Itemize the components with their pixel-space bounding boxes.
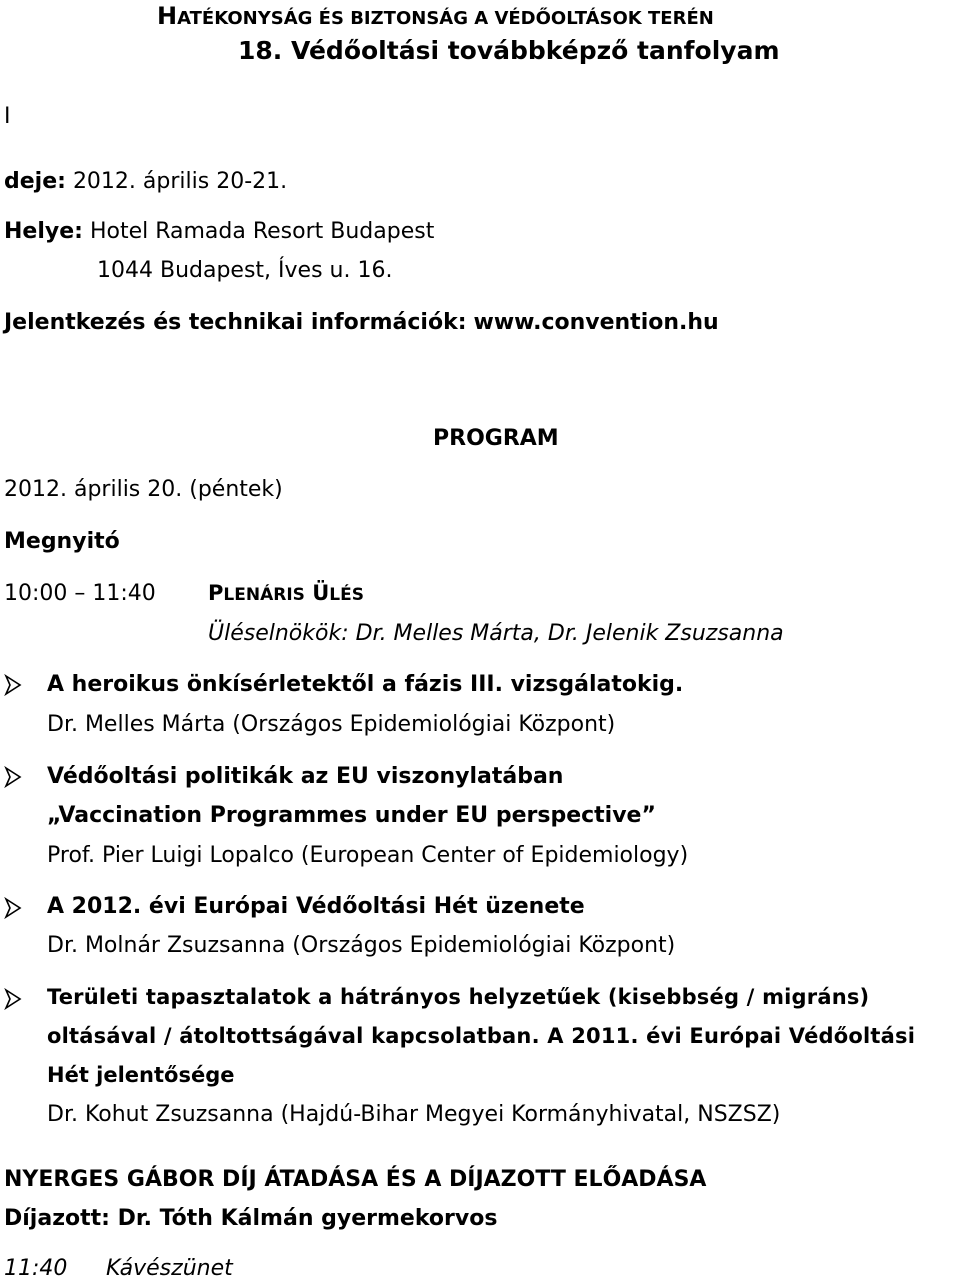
session-title-rest: LENÁRIS [223,585,305,605]
day-line: 2012. április 20. (péntek) [4,477,283,502]
venue-address: 1044 Budapest, Íves u. 16. [97,258,393,283]
registration-url[interactable]: www.convention.hu [473,310,719,335]
session-title [208,581,364,607]
date-label: deje: [4,169,66,194]
venue-value: Hotel Ramada Resort Budapest [89,219,435,244]
registration-label: Jelentkezés és technikai információk: [4,310,467,335]
arrow-bullet-icon [4,988,24,1012]
talk-title: Védőoltási politikák az EU viszonylatában [47,764,564,789]
stray-letter: I [4,104,11,129]
session-title-rest2: LÉS [329,585,364,605]
session-title-initial2: Ü [304,581,330,605]
talk-title: A 2012. évi Európai Védőoltási Hét üzenete [47,894,585,919]
talk-title-line1: Területi tapasztalatok a hátrányos helyzetűek (kisebbség / migráns) [47,985,870,1009]
title-rest: ATÉKONYSÁG ÉS BIZTONSÁG A VÉDŐOLTÁSOK TERÉN [177,8,714,29]
talk-title-line3: Hét jelentősége [47,1063,235,1087]
session-chairs: Üléselnökök: Dr. Melles Márta, Dr. Jelenik Zsuzsanna [208,621,784,646]
opening-label: Megnyitó [4,529,120,554]
talk-subtitle: „Vaccination Programmes under EU perspective” [47,803,656,828]
talk-speaker: Dr. Melles Márta (Országos Epidemiológiai Központ) [47,712,616,737]
venue-line [4,219,434,245]
session-title-initial: P [208,581,224,605]
break-label: Kávészünet [106,1256,233,1281]
session-time: 10:00 – 11:40 [4,581,156,606]
document-title [157,2,714,31]
award-winner: Díjazott: Dr. Tóth Kálmán gyermekorvos [4,1206,498,1231]
arrow-bullet-icon [4,674,24,698]
arrow-bullet-icon [4,766,24,790]
talk-title: A heroikus önkísérletektől a fázis III. vizsgálatokig. [47,672,684,697]
talk-speaker: Dr. Kohut Zsuzsanna (Hajdú-Bihar Megyei Kormányhivatal, NSZSZ) [47,1102,781,1127]
talk-speaker: Dr. Molnár Zsuzsanna (Országos Epidemiológiai Központ) [47,933,676,958]
break-time: 11:40 [4,1256,68,1281]
course-title: 18. Védőoltási továbbképző tanfolyam [238,36,780,65]
date-value: 2012. április 20-21. [72,169,288,194]
award-title: NYERGES GÁBOR DÍJ ÁTADÁSA ÉS A DÍJAZOTT ELŐADÁSA [4,1167,707,1192]
title-initial: H [157,2,178,30]
arrow-bullet-icon [4,897,24,921]
venue-label: Helye: [4,219,83,244]
program-heading: PROGRAM [433,426,559,451]
talk-speaker: Prof. Pier Luigi Lopalco (European Center of Epidemiology) [47,843,689,868]
registration-line [4,310,719,336]
date-line [4,169,287,195]
talk-title-line2: oltásával / átoltottságával kapcsolatban. A 2011. évi Európai Védőoltási [47,1024,916,1048]
